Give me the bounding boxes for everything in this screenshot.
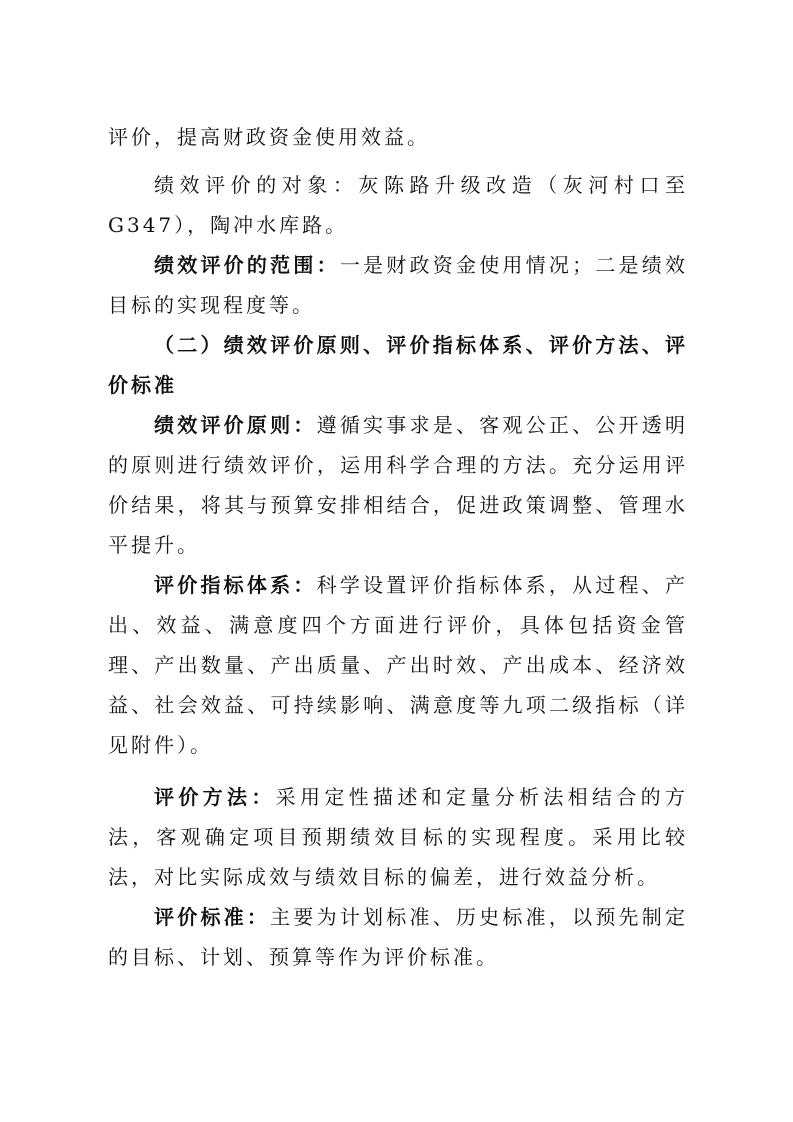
paragraph-text: 科学设置评价指标体系，从过程、产出、效益、满意度四个方面进行评价，具体包括资金管理、产出数量、产出质量、产出时效、产出成本、经济效益、社会效益、可持续影响、满意度等九项二级指标（详见附件）。	[108, 573, 689, 757]
paragraph-label: 评价指标体系：	[154, 573, 317, 597]
paragraph-indicator-system	[108, 565, 688, 765]
paragraph-evaluation-standards	[108, 897, 688, 977]
paragraph-label: 绩效评价的范围：	[154, 253, 340, 277]
paragraph-evaluation-principles	[108, 405, 688, 565]
paragraph-intro-continuation	[108, 117, 688, 157]
section-heading	[108, 325, 688, 405]
paragraph-evaluation-methods	[108, 777, 688, 897]
paragraph-text: 一是财政资金使用情况；二是绩效目标的实现程度等。	[108, 253, 689, 317]
paragraph-evaluation-scope	[108, 245, 688, 325]
paragraph-text: 采用定性描述和定量分析法相结合的方法，客观确定项目预期绩效目标的实现程度。采用比较法，对比实际成效与绩效目标的偏差，进行效益分析。	[108, 785, 689, 889]
paragraph-evaluation-object	[108, 165, 688, 245]
paragraph-label: 评价方法：	[154, 785, 276, 809]
paragraph-text: 主要为计划标准、历史标准，以预先制定的目标、计划、预算等作为评价标准。	[108, 905, 689, 969]
paragraph-label: 绩效评价原则：	[154, 413, 317, 437]
paragraph-text: 绩效评价的对象：灰陈路升级改造（灰河村口至G347），陶冲水库路。	[108, 173, 688, 237]
paragraph-text: 评价，提高财政资金使用效益。	[108, 125, 430, 149]
paragraph-text: 遵循实事求是、客观公正、公开透明的原则进行绩效评价，运用科学合理的方法。充分运用评价结果，将其与预算安排相结合，促进政策调整、管理水平提升。	[108, 413, 689, 557]
paragraph-label: 评价标准：	[154, 905, 271, 929]
heading-text: （二）绩效评价原则、评价指标体系、评价方法、评价标准	[108, 333, 688, 397]
